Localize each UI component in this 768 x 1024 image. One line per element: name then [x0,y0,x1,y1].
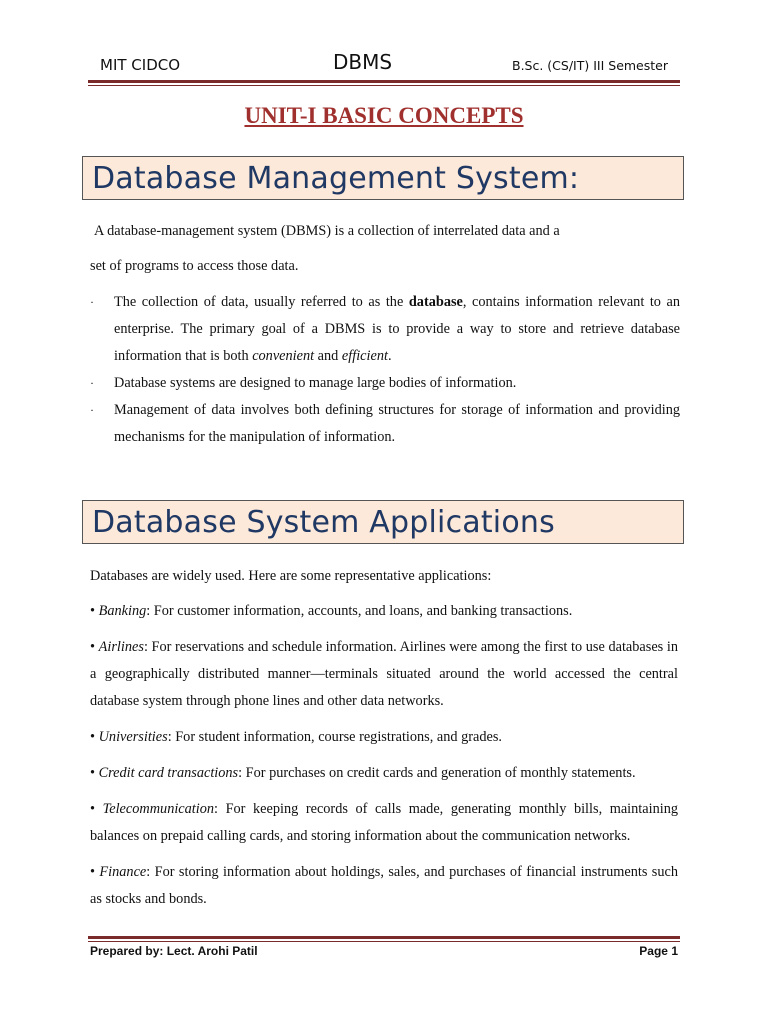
app-name: Airlines [98,639,144,655]
page-number: Page 1 [639,944,678,958]
list-item [90,634,678,715]
list-item [90,289,680,370]
app-desc: : For storing information about holdings, sales, and purchases of financial instruments such as stocks and bonds. [90,864,678,907]
bullet-dot: • [90,729,96,745]
bullet-text: Management of data involves both defining structures for storage of information and providing mechanisms for the manipulation of information. [114,402,680,445]
list-item [90,796,678,850]
bullet-dot: · [90,403,94,417]
bullet-dot: · [90,295,94,309]
app-name: Credit card transactions [98,765,239,781]
unit-title: UNIT-I BASIC CONCEPTS [244,103,524,128]
intro-line-1: A database-management system (DBMS) is a collection of interrelated data and a [94,223,560,239]
app-name: Universities [98,729,168,745]
bold-term: database [408,294,463,310]
applications-intro: Databases are widely used. Here are some representative applications: [90,568,492,584]
page-footer [90,944,678,964]
bullet-dot: · [90,376,94,390]
dbms-bullet-list [90,289,680,451]
bullet-dot: • [90,864,96,880]
app-desc: : For customer information, accounts, and loans, and banking transactions. [146,603,573,619]
section-heading-applications [82,500,684,544]
section-title: Database Management System: [92,161,580,196]
list-item [90,370,680,397]
italic-term: efficient [341,348,388,364]
app-name: Finance [99,864,147,880]
section-heading-dbms [82,156,684,200]
section-title: Database System Applications [92,505,555,540]
app-desc: : For purchases on credit cards and generation of monthly statements. [238,765,636,781]
bullet-text: and [314,348,342,364]
app-name: Telecommunication [102,801,215,817]
list-item [90,724,678,751]
bullet-dot: • [90,603,96,619]
header-rule-thin [88,85,680,86]
app-desc: : For student information, course registrations, and grades. [167,729,503,745]
intro-line-2: set of programs to access those data. [90,258,299,274]
bullet-text: Database systems are designed to manage large bodies of information. [114,375,517,391]
app-name: Banking [98,603,147,619]
bullet-text: The collection of data, usually referred to as the [114,294,409,310]
app-desc: : For keeping records of calls made, generating monthly bills, maintaining balances on prepaid calling cards, and storing information about the communication networks. [90,801,679,844]
italic-term: convenient [252,348,315,364]
bullet-dot: • [90,639,96,655]
header-course: B.Sc. (CS/IT) III Semester [512,58,668,73]
header-subject: DBMS [333,50,393,74]
list-item [90,859,678,913]
header-rule-thick [88,80,680,83]
footer-author: Prepared by: Lect. Arohi Patil [90,944,258,958]
bullet-dot: • [90,765,96,781]
header-institution: MIT CIDCO [100,56,181,74]
app-desc: : For reservations and schedule information. Airlines were among the first to use databases in a geographically distributed manner—terminals situated around the world accessed the central database system through phone lines and other data networks. [90,639,678,709]
footer-rule-thin [88,941,680,942]
bullet-text: , contains information relevant to an enterprise. The primary goal of a DBMS is to provide a way to store and retrieve database information that is both [114,294,680,364]
list-item [90,598,678,625]
list-item [90,397,680,451]
list-item [90,760,678,787]
bullet-text: . [387,348,392,364]
page-header [88,50,680,80]
footer-rule-thick [88,936,680,939]
bullet-dot: • [90,801,96,817]
